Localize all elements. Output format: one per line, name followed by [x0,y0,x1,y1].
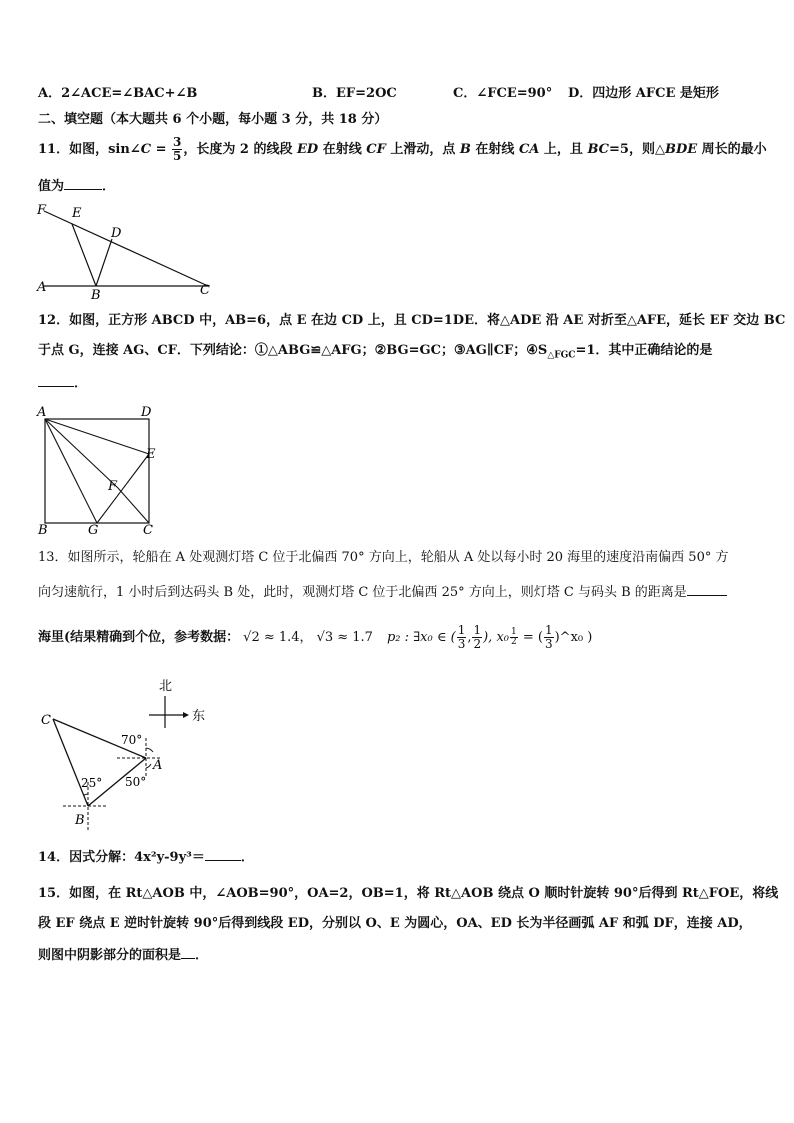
segment-bd [96,239,112,286]
label-d: D [141,405,152,420]
line-fc [44,211,208,286]
q14-line: 14．因式分解：4x²y-9y³＝ ． [38,846,254,868]
label-east: 东 [192,709,206,724]
label-b: B [38,523,48,537]
answer-blank[interactable] [181,944,195,959]
answer-blank[interactable] [64,175,102,190]
angle-70-arc [146,748,153,752]
q13-figure [33,672,223,832]
option-b: B．EF=2OC [312,86,397,101]
answer-blank[interactable] [38,372,74,387]
segment-fc [118,488,149,523]
label-c: C [200,283,210,298]
q13-line3: 海里(结果精确到个位，参考数据： √2 ≈ 1.4， √3 ≈ 1.7 p₂ : ∃x₀ ∈ ( $\frac{1}{3}$ , $\frac{1}{2}$ ), x₀ $\frac{1}{2}$ = ( $\frac{1}{3}$ )^x₀ ) [38,623,593,651]
q12-line2: 于点 G，连接 AG、CF．下列结论：①△ABG≌△AFG；②BG=GC；③AG∥CF；$④S_{\triangle FGC}=1$．其中正确结论的是 [38,343,713,361]
label-d: D [111,226,122,241]
label-e: E [146,447,156,462]
q13-line1: 13．如图所示，轮船在 A 处观测灯塔 C 位于北偏西 70° 方向上，轮船从 A 处以每小时 20 海里的速度沿南偏西 50° 方 [38,550,729,565]
q12-line1: 12．如图，正方形 ABCD 中，AB=6，点 E 在边 CD 上，且 CD=1DE．将△ADE 沿 AE 对折至△AFE，延长 EF 交边 BC [38,313,786,328]
segment-af [45,419,118,488]
q15-line2: 段 EF 绕点 E 逆时针旋转 90°后得到线段 ED，分别以 O、E 为圆心，OA、ED 长为半径画弧 AF 和弧 DF，连接 AD， [38,916,752,931]
segment-eg [97,454,149,523]
q11-fraction: $\frac{3}{5}$ [173,135,182,163]
square-abcd [45,419,149,523]
option-c: C．∠FCE=90° [453,86,553,101]
q15-line1: 15．如图，在 Rt△AOB 中，∠AOB=90°，OA=2，OB=1，将 Rt△AOB 绕点 O 顺时针旋转 90°后得到 Rt△FOE，将线 [38,886,779,901]
label-angle-70: 70° [121,733,143,747]
answer-blank[interactable] [205,846,241,861]
angle-50-arc [146,764,151,768]
label-g: G [88,523,99,537]
option-a: A．2∠ACE=∠BAC+∠B [38,86,198,101]
label-f: F [108,479,118,494]
answer-blank[interactable] [687,581,727,596]
segment-ag [45,419,97,523]
label-a: A [37,280,47,295]
q12-line3: ． [38,372,87,394]
q11-line1: 11．如图，sin∠C = $\frac{3}{5}$ ，长度为 2 的线段 ED 在射线 CF 上滑动，点 B 在射线 CA 上，且 BC=5，则△BDE 周长的最小 [38,135,767,163]
q13-line2: 向匀速航行，1 小时后到达码头 B 处，此时，观测灯塔 C 位于北偏西 25° 方向上，则灯塔 C 与码头 B 的距离是 [38,581,727,603]
q15-line3: 则图中阴影部分的面积是 ． [38,944,208,966]
label-angle-50: 50° [125,775,147,789]
label-b: B [91,288,101,302]
section-title: 二、填空题（本大题共 6 个小题，每小题 3 分，共 18 分） [38,112,388,127]
label-f: F [37,203,47,218]
q12-figure [33,403,163,537]
label-b: B [75,813,85,828]
label-north: 北 [159,679,173,694]
angle-25-arc [84,794,88,795]
segment-ae [45,419,149,454]
option-d: D．四边形 AFCE 是矩形 [568,86,719,101]
label-c: C [143,523,153,537]
q11-line2: 值为 ． [38,175,115,197]
label-angle-25: 25° [81,776,103,790]
label-a: A [153,758,163,773]
q11-figure [30,198,220,302]
label-a: A [37,405,47,420]
compass-arrow-icon [183,712,189,718]
label-c: C [41,713,51,728]
label-e: E [72,206,82,221]
